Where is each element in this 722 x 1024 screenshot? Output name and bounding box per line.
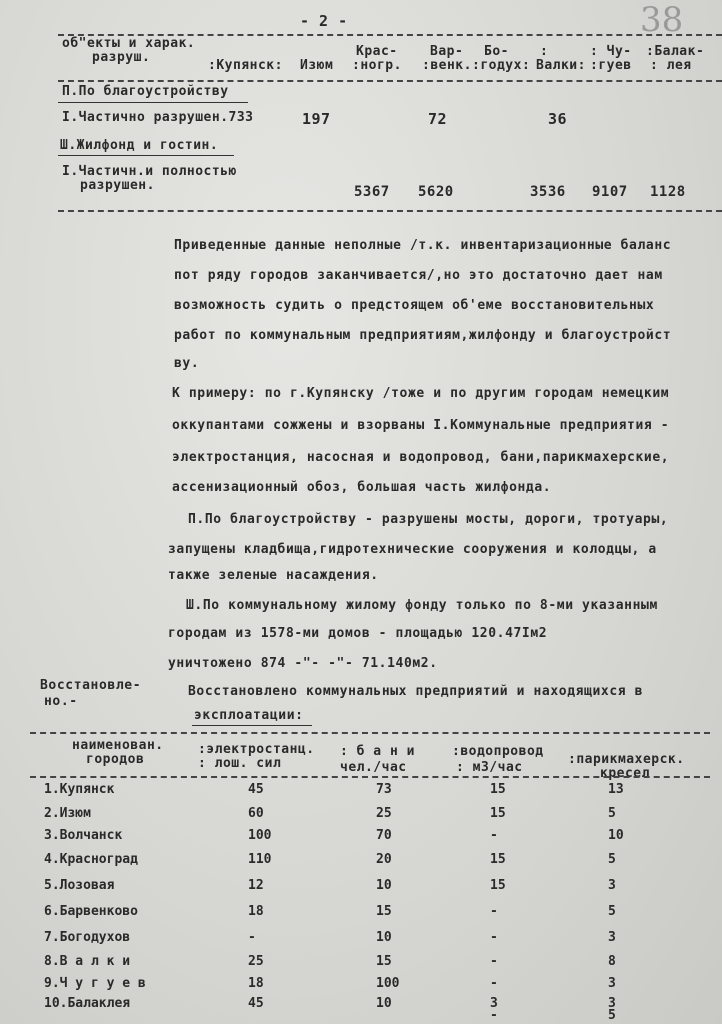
table2-cell-barber: 3 — [608, 878, 616, 893]
restored-line-1: Восстановлено коммунальных предприятий и находящихся в — [188, 684, 644, 699]
table2-cell-city: 4.Красноград — [44, 852, 138, 867]
table2-cell-baths: 20 — [376, 852, 392, 867]
table2-top-divider — [30, 732, 710, 734]
table1-header-7-l2: :гуев — [590, 58, 632, 73]
header-divider — [58, 80, 722, 82]
table2-cell-water: 15 — [490, 782, 506, 797]
row1-value-valki: 36 — [548, 110, 568, 128]
table1-header-6-l1: : — [540, 44, 549, 59]
table2-cell-power: 25 — [248, 954, 264, 969]
p4-line-3: уничтожено 874 -"- -"- 71.140м2. — [168, 656, 438, 671]
table2-cell-barber: 10 — [608, 828, 624, 843]
table2-header-city-l2: городов — [86, 752, 145, 767]
table1-header-8-l2: : лея — [650, 58, 692, 73]
p2-line-1: К примеру: по г.Купянску /тоже и по другим городам немецким — [172, 386, 670, 401]
table2-header-baths-l1: : б а н и — [340, 744, 415, 759]
table2-cell-barber: 3 — [608, 976, 616, 991]
p2-line-3: электростанция, насосная и водопровод, бани,парикмахерские, — [172, 450, 670, 465]
table1-header-6-l2: Валки: — [536, 58, 586, 73]
side-label-l2: но.- — [44, 694, 78, 709]
p3-line-2: запущены кладбища,гидротехнические сооружения и колодцы, а — [168, 542, 657, 557]
table2-cell-city: 2.Изюм — [44, 806, 91, 821]
archive-number: 38 — [640, 0, 684, 40]
table2-cell-power: 18 — [248, 904, 264, 919]
table1-header-4-l1: Вар- — [430, 44, 464, 59]
table1-col-object-l1: об"екты и харак. — [62, 36, 196, 51]
table2-cell-barber: 5 — [608, 852, 616, 867]
table2-cell-barber: 5 — [608, 806, 616, 821]
table1-header-5-l2: :годух: — [472, 58, 531, 73]
table2-cell-city: 6.Барвенково — [44, 904, 138, 919]
p1-line-3: возможность судить о предстоящем об'еме восстановительных — [174, 298, 655, 313]
table1-header-3-l1: Крас- — [356, 44, 398, 59]
table2-cell-power: 18 — [248, 976, 264, 991]
table2-cell-water: 15 — [490, 878, 506, 893]
table2-header-city-l1: наименован. — [72, 738, 164, 753]
table1-header-4-l2: :венк. — [422, 58, 472, 73]
table2-cell-city: 1.Купянск — [44, 782, 115, 797]
row2-label-l2: разрушен. — [80, 178, 155, 193]
table2-header-baths-l2: чел./час — [340, 760, 407, 775]
table2-cell-water: - — [490, 976, 498, 991]
table2-cell-water: 15 — [490, 806, 506, 821]
table2-header-barber-l2: кресел — [600, 766, 650, 781]
table1-bottom-divider — [58, 210, 722, 212]
table2-header-barber-l1: :парикмахерск. — [568, 752, 685, 767]
table2-cell-baths: 25 — [376, 806, 392, 821]
table2-header-water-l2: : м3/час — [456, 760, 523, 775]
table2-cell-water: - — [490, 904, 498, 919]
table2-cell-barber: 13 — [608, 782, 624, 797]
table2-cell-water: - — [490, 1008, 498, 1023]
table2-cell-power: 45 — [248, 782, 264, 797]
table2-cell-baths: 73 — [376, 782, 392, 797]
table2-cell-city: 10.Балаклея — [44, 996, 131, 1011]
table1-header-1: :Купянск: — [208, 58, 283, 73]
table2-header-power-l1: :электростанц. — [198, 742, 315, 757]
table2-cell-barber: 3 — [608, 996, 616, 1011]
row1-label: I.Частично разрушен.733 — [62, 110, 254, 125]
table2-cell-city: 8.В а л к и — [44, 954, 131, 969]
table2-cell-water: - — [490, 954, 498, 969]
table2-cell-barber: 5 — [608, 904, 616, 919]
table2-header-divider — [30, 776, 710, 778]
row2-value-valki: 3536 — [530, 184, 566, 200]
table2-cell-baths: 15 — [376, 954, 392, 969]
table2-cell-baths: 15 — [376, 904, 392, 919]
row2-value-balakleya: 1128 — [650, 184, 686, 200]
table2-cell-baths: 10 — [376, 930, 392, 945]
table2-cell-power: 110 — [248, 852, 272, 867]
table2-cell-power: 45 — [248, 996, 264, 1011]
table2-cell-city: 9.Ч у г у е в — [44, 976, 146, 991]
section3-underline — [58, 155, 234, 156]
table2-cell-water: - — [490, 930, 498, 945]
table2-cell-baths: 10 — [376, 878, 392, 893]
table2-cell-power: 100 — [248, 828, 272, 843]
row2-label-l1: I.Частичн.и полностью — [62, 164, 237, 179]
table2-cell-barber: 3 — [608, 930, 616, 945]
table2-cell-water: 15 — [490, 852, 506, 867]
p2-line-2: оккупантами сожжены и взорваны I.Коммунальные предприятия - — [172, 418, 670, 433]
row2-value-chuguev: 9107 — [592, 184, 628, 200]
row1-value-barvenkovo: 72 — [428, 110, 448, 128]
table2-cell-baths: 70 — [376, 828, 392, 843]
table2-cell-power: - — [248, 930, 256, 945]
section3-heading: Ш.Жилфонд и гостин. — [60, 138, 219, 153]
table2-header-power-l2: : лош. сил — [198, 756, 282, 771]
table2-cell-baths: 10 — [376, 996, 392, 1011]
table2-cell-water: - — [490, 828, 498, 843]
row2-value-krasnograd: 5367 — [354, 184, 390, 200]
table2-cell-power: 60 — [248, 806, 264, 821]
table1-header-5-l1: Бо- — [484, 44, 509, 59]
table2-cell-city: 3.Волчанск — [44, 828, 123, 843]
table1-col-object-l2: разруш. — [92, 50, 151, 65]
p1-line-4: работ по коммунальным предприятиям,жилфонду и благоустройст — [174, 328, 672, 343]
table2-cell-city: 7.Богодухов — [44, 930, 131, 945]
p1-line-5: ву. — [174, 356, 200, 371]
table1-header-3-l2: :ногр. — [352, 58, 402, 73]
table1-header-2: Изюм — [300, 58, 334, 73]
page-number: - 2 - — [300, 12, 348, 30]
row1-value-izium: 197 — [302, 110, 331, 128]
table2-cell-barber: 5 — [608, 1008, 616, 1023]
p4-line-2: городам из 1578-ми домов - площадью 120.47Iм2 — [168, 626, 548, 641]
table2-cell-water: 3 — [490, 996, 498, 1011]
table1-header-7-l1: : Чу- — [590, 44, 632, 59]
table2-cell-baths: 100 — [376, 976, 400, 991]
section2-underline — [58, 102, 248, 103]
p1-line-2: пот ряду городов заканчивается/,но это достаточно дает нам — [174, 268, 663, 283]
table2-header-water-l1: :водопровод — [452, 744, 544, 759]
row2-value-barvenkovo: 5620 — [418, 184, 454, 200]
p3-line-3: также зеленые насаждения. — [168, 568, 379, 583]
restored-line-2: эксплоатации: — [194, 708, 304, 723]
p2-line-4: ассенизационный обоз, большая часть жилфонда. — [172, 480, 552, 495]
table1-header-8-l1: :Балак- — [646, 44, 705, 59]
section2-heading: П.По благоустройству — [62, 84, 229, 99]
table2-cell-city: 5.Лозовая — [44, 878, 115, 893]
p3-line-1: П.По благоустройству - разрушены мосты, дороги, тротуары, — [188, 512, 669, 527]
table2-cell-barber: 8 — [608, 954, 616, 969]
p4-line-1: Ш.По коммунальному жилому фонду только по 8-ми указанным — [186, 598, 658, 613]
restored-underline — [192, 725, 312, 726]
table2-cell-power: 12 — [248, 878, 264, 893]
p1-line-1: Приведенные данные неполные /т.к. инвентаризационные баланс — [174, 238, 672, 253]
side-label-l1: Восстановле- — [40, 678, 142, 693]
